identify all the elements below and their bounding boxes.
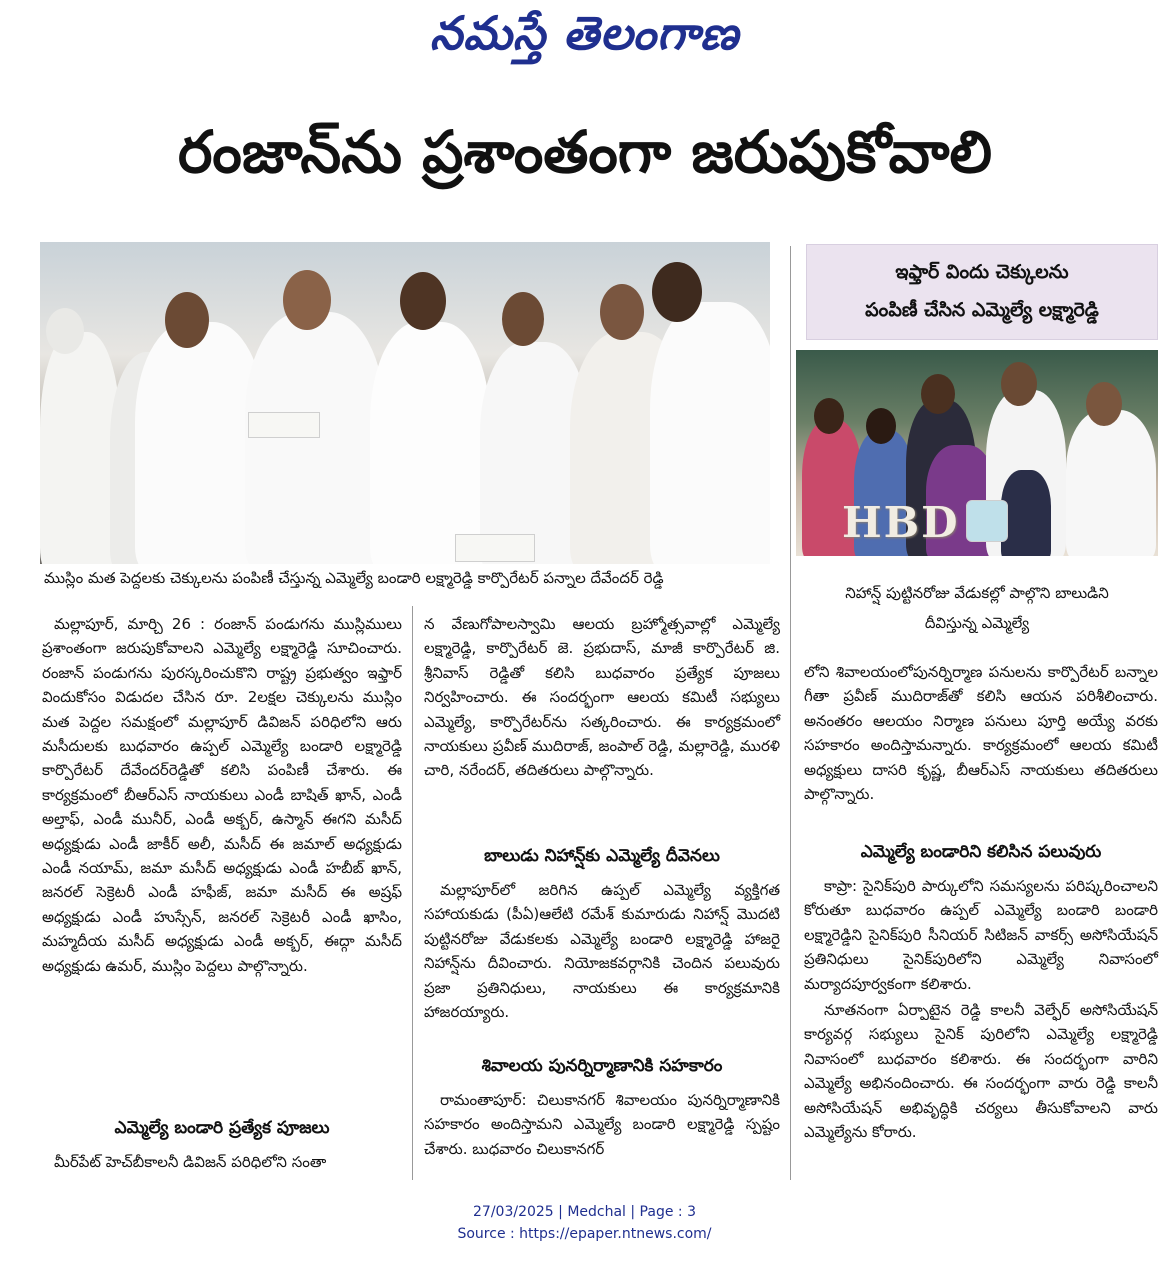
side-box-line1: ఇఫ్తార్ విందు చెక్కులను [895,261,1069,283]
article-column-2-part3 [424,1088,780,1161]
headline: రంజాన్‌ను ప్రశాంతంగా జరుపుకోవాలి [178,118,992,186]
article-paragraph: రామంతాపూర్: చిలుకానగర్ శివాలయం పునర్నిర్మాణానికి సహకారం అందిస్తామని ఎమ్మెల్యే బండారి లక్ష్మారెడ్డి స్పష్టం చేశారు. బుధవారం చిలుకానగర్ [424,1091,780,1158]
footer-source[interactable]: Source : https://epaper.ntnews.com/ [457,1226,712,1242]
article-subhead: ఎమ్మెల్యే బండారి ప్రత్యేక పూజలు [114,1118,330,1138]
side-photo-caption [796,578,1158,638]
masthead-logo: నమస్తే తెలంగాణ [429,6,740,60]
side-photo-sign: HBD [842,498,960,547]
article-paragraph: కాప్రా: సైనిక్‌పురి పార్కులోని సమస్యలను పరిష్కరించాలని కోరుతూ బుధవారం ఉప్పల్ ఎమ్మెల్యే బండారి బండారి లక్ష్మారెడ్డిని సైనిక్‌పురి సీనియర్ సిటిజన్ వాకర్స్ అసోసియేషన్ ప్రతినిధులు సైనిక్‌పురిలోని ఎమ్మెల్యే నివాసంలో మర్యాదపూర్వకంగా కలిశారు. [804,877,1158,993]
column-divider [412,606,413,1180]
article-column-1-cont [42,1150,402,1174]
side-box-heading [806,244,1158,340]
main-photo-caption: ముస్లిం మత పెద్దలకు చెక్కులను పంపిణీ చేస్తున్న ఎమ్మెల్యే బండారి లక్ష్మారెడ్డి కార్పొరేటర్ పన్నాల దేవేందర్ రెడ్డి [44,569,664,587]
side-caption-line1: నిహాన్ష్ పుట్టినరోజు వేడుకల్లో పాల్గొని బాలుడిని [845,584,1109,602]
side-box-line2: పంపిణీ చేసిన ఎమ్మెల్యే లక్ష్మారెడ్డి [865,299,1099,321]
article-paragraph: లోని శివాలయంలోపునర్నిర్మాణ పనులను కార్పొరేటర్ బన్నాల గీతా ప్రవీణ్ ముదిరాజ్‌తో కలిసి ఆయన పరిశీలించారు. అనంతరం ఆలయం నిర్మాణ పనులు పూర్తి అయ్యే వరకు సహకారం అందిస్తామన్నారు. కార్యక్రమంలో ఆలయ కమిటీ అధ్యక్షులు దాసరి కృష్ణ, బీఆర్ఎస్ నాయకులు తదితరులు పాల్గొన్నారు. [804,663,1158,804]
article-column-1 [42,612,402,978]
article-paragraph: న వేణుగోపాలస్వామి ఆలయ బ్రహ్మోత్సవాల్లో ఎమ్మెల్యే లక్ష్మారెడ్డి, కార్పొరేటర్ జె. ప్రభుదాస్, మాజీ కార్పొరేటర్ జి. శ్రీనివాస్ రెడ్డితో కలిసి బుధవారం ప్రత్యేక పూజలు నిర్వహించారు. ఈ సందర్భంగా ఆలయ కమిటీ సభ్యులు ఎమ్మెల్యే, కార్పొరేటర్‌ను సత్కరించారు. ఈ కార్యక్రమంలో నాయకులు ప్రవీణ్ ముదిరాజ్, జంపాల్ రెడ్డి, మల్లారెడ్డి, మురళి చారి, నరేందర్, తదితరులు పాల్గొన్నారు. [424,615,780,780]
article-paragraph: మల్లాపూర్, మార్చి 26 : రంజాన్ పండుగను ముస్లిములు ప్రశాంతంగా జరుపుకోవాలని ఎమ్మెల్యే లక్ష్మారెడ్డి సూచించారు. రంజాన్ పండుగను పురస్కరించుకొని రాష్ట్ర ప్రభుత్వం ఇఫ్తార్ విందుకోసం విడుదల చేసిన రూ. 2లక్షల చెక్కులను ముస్లిం మత పెద్దల సమక్షంలో మల్లాపూర్ డివిజన్ పరిధిలోని ఆరు మసీదులకు బుధవారం ఉప్పల్ ఎమ్మెల్యే బండారి లక్ష్మారెడ్డి కార్పొరేటర్ దేవేందర్‌రెడ్డితో కలిసి పంపిణీ చేశారు. ఈ కార్యక్రమంలో బీఆర్ఎస్ నాయకులు ఎండీ బాషిత్ ఖాన్, ఎండీ అల్తాఫ్, ఎండీ మునీర్, ఎండీ అక్బర్, ఉస్మాన్ ఈగని మసీద్ అధ్యక్షుడు ఎండీ జాకీర్ అలీ, మసీద్ ఈ జమాల్ అధ్యక్షుడు ఎండీ నయామ్, జమా మసీద్ అధ్యక్షుడు ఎండీ హబీబ్ ఖాన్, జనరల్ సెక్రెటరీ ఎండీ హఫీజ్, జమా మసీద్ ఈ అష్రఫ్ అధ్యక్షుడు ఎండీ హుస్సేన్, జనరల్ సెక్రెటరీ ఎండీ ఖాసిం, మహ్మదీయ మసీద్ అధ్యక్షుడు ఎండీ అక్బర్, ఈద్గా మసీద్ అధ్యక్షుడు ఉమర్, ముస్లిం పెద్దలు పాల్గొన్నారు. [42,615,402,975]
article-subhead: శివాలయ పునర్నిర్మాణానికి సహకారం [481,1056,723,1076]
side-caption-line2: దీవిస్తున్న ఎమ్మెల్యే [924,614,1030,632]
article-subhead: ఎమ్మెల్యే బండారిని కలిసిన పలువురు [860,842,1102,862]
main-photo [40,242,770,564]
article-column-3 [804,660,1158,806]
article-paragraph: నూతనంగా ఏర్పాటైన రెడ్డి కాలనీ వెల్ఫేర్ అసోసియేషన్ కార్యవర్గ సభ్యులు సైనిక్ పురిలోని ఎమ్మెల్యే లక్ష్మారెడ్డి నివాసంలో బుధవారం కలిశారు. ఈ సందర్భంగా వారిని ఎమ్మెల్యే అభినందించారు. ఈ సందర్భంగా వారు రెడ్డి కాలనీ అసోసియేషన్ అభివృద్ధికి చర్యలు తీసుకోవాలని వారు ఎమ్మెల్యేను కోరారు. [804,1001,1158,1142]
article-column-3-part2 [804,874,1158,1144]
footer-date-edition: 27/03/2025 | Medchal | Page : 3 [473,1204,696,1220]
article-paragraph: మీర్‌పేట్ హెచ్‌బీకాలనీ డివిజన్ పరిధిలోని సంతా [54,1153,327,1171]
article-column-2-part2 [424,878,780,1024]
article-paragraph: మల్లాపూర్‌లో జరిగిన ఉప్పల్ ఎమ్మెల్యే వ్యక్తిగత సహాయకుడు (పీఏ)ఆలేటి రమేశ్ కుమారుడు నిహాన్ష్ మొదటి పుట్టినరోజు వేడుకలకు ఎమ్మెల్యే బండారి లక్ష్మారెడ్డి హాజరై నిహాన్ష్‌ను దీవించారు. నియోజకవర్గానికి చెందిన పలువురు ప్రజా ప్రతినిధులు, నాయకులు ఈ కార్యక్రమానికి హాజరయ్యారు. [424,881,780,1022]
article-subhead: బాలుడు నిహాన్ష్‌కు ఎమ్మెల్యే దీవెనలు [484,846,720,866]
article-column-2 [424,612,780,783]
column-divider [790,246,791,1180]
